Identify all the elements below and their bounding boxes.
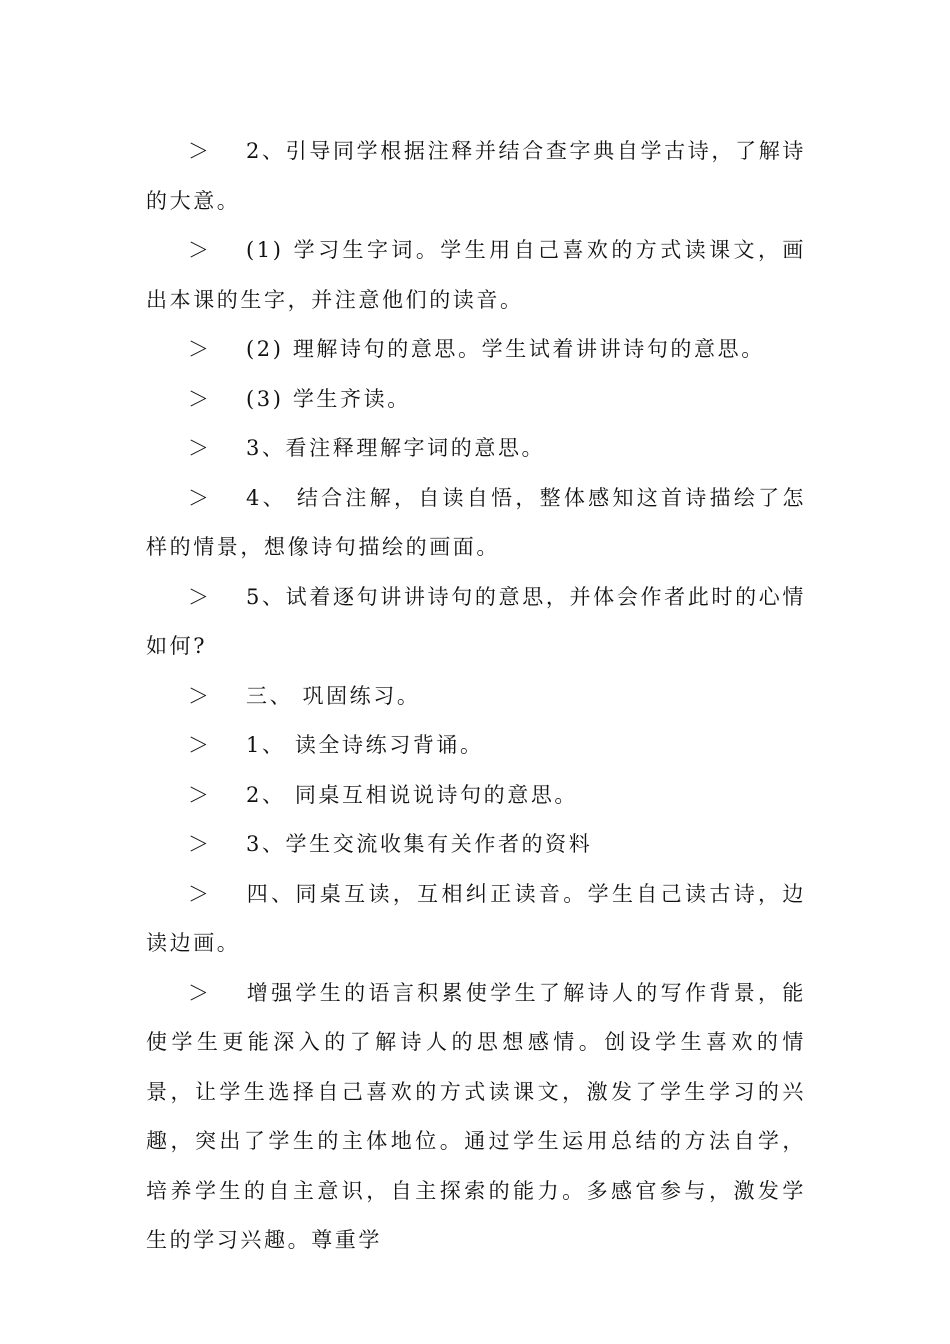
paragraph-7 — [146, 573, 806, 672]
paragraph-text: 3、学生交流收集有关作者的资料 — [246, 832, 593, 856]
paragraph-10 — [146, 771, 806, 821]
bullet-icon: ＞ — [188, 980, 209, 1005]
paragraph-text: 4、 结合注解，自读自悟，整体感知这首诗描绘了怎样的情景，想像诗句描绘的画面。 — [146, 485, 806, 559]
paragraph-text: 2、 同桌互相说说诗句的意思。 — [246, 782, 579, 807]
bullet-icon: ＞ — [188, 386, 209, 411]
bullet-icon: ＞ — [188, 683, 209, 708]
paragraph-text: 1、 读全诗练习背诵。 — [246, 733, 484, 757]
paragraph-4 — [146, 375, 806, 425]
paragraph-2 — [146, 226, 806, 325]
paragraph-text: 2、引导同学根据注释并结合查字典自学古诗，了解诗的大意。 — [146, 139, 806, 213]
paragraph-text: 3、看注释理解字词的意思。 — [246, 436, 546, 460]
bullet-icon: ＞ — [188, 733, 209, 757]
paragraph-9 — [146, 721, 806, 771]
paragraph-5 — [146, 424, 806, 474]
bullet-icon: ＞ — [188, 485, 209, 510]
paragraph-13 — [146, 969, 806, 1266]
paragraph-text: (3) 学生齐读。 — [246, 386, 411, 411]
bullet-icon: ＞ — [188, 436, 209, 460]
paragraph-text: (2) 理解诗句的意思。学生试着讲讲诗句的意思。 — [246, 337, 765, 361]
paragraph-text: (1) 学习生字词。学生用自己喜欢的方式读课文，画出本课的生字，并注意他们的读音。 — [146, 238, 806, 312]
bullet-icon: ＞ — [188, 139, 209, 163]
paragraph-text: 增强学生的语言积累使学生了解诗人的写作背景，能使学生更能深入的了解诗人的思想感情。创设学生喜欢的情景，让学生选择自己喜欢的方式读课文，激发了学生学习的兴趣，突出了学生的主体地位。通过学生运用总结的方法自学，培养学生的自主意识，自主探索的能力。多感官参与，激发学生的学习兴趣。尊重学 — [146, 980, 806, 1252]
paragraph-1 — [146, 127, 806, 226]
paragraph-12 — [146, 870, 806, 969]
paragraph-3 — [146, 325, 806, 375]
paragraph-11 — [146, 820, 806, 870]
paragraph-6 — [146, 474, 806, 573]
bullet-icon: ＞ — [188, 238, 209, 262]
paragraph-text: 四、同桌互读，互相纠正读音。学生自己读古诗，边读边画。 — [146, 881, 806, 955]
bullet-icon: ＞ — [188, 881, 209, 906]
bullet-icon: ＞ — [188, 782, 209, 807]
paragraph-text: 三、 巩固练习。 — [246, 683, 421, 708]
paragraph-8 — [146, 672, 806, 722]
bullet-icon: ＞ — [188, 337, 209, 361]
bullet-icon: ＞ — [188, 832, 209, 856]
document-body — [146, 127, 806, 1266]
paragraph-text: 5、试着逐句讲讲诗句的意思，并体会作者此时的心情如何? — [146, 584, 806, 658]
bullet-icon: ＞ — [188, 584, 209, 609]
